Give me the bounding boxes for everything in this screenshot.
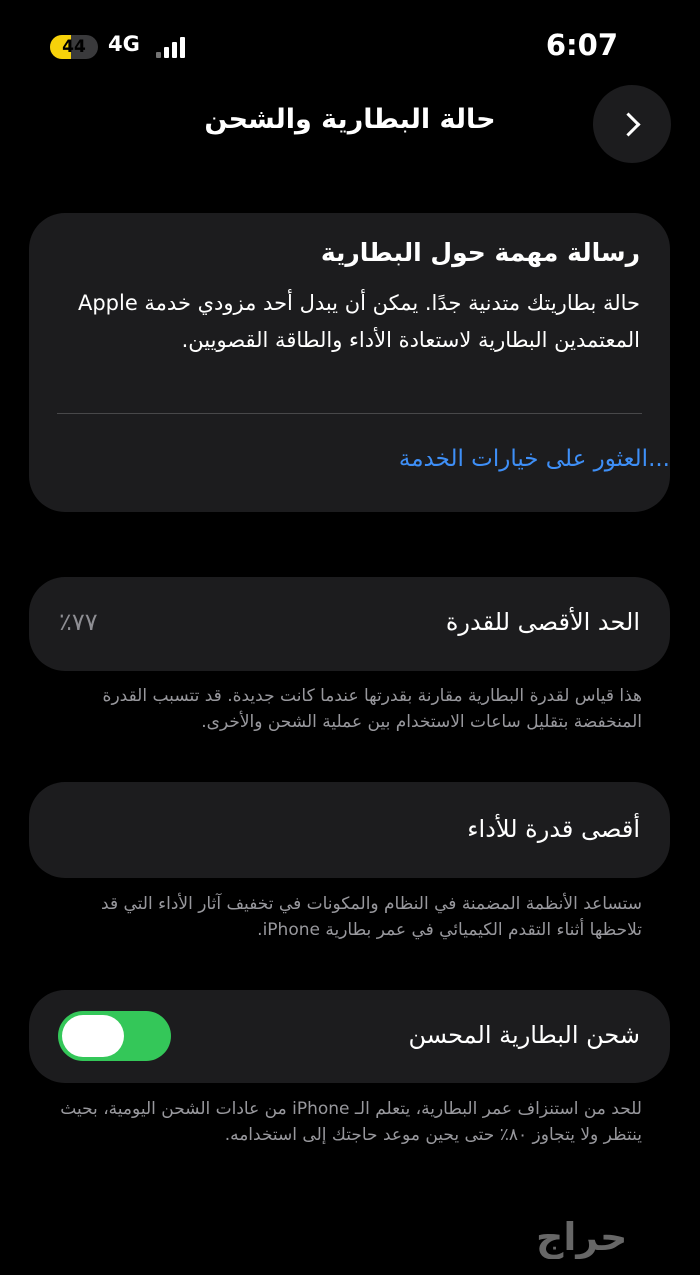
chevron-right-icon bbox=[616, 112, 640, 136]
peak-performance-footnote: ستساعد الأنظمة المضمنة في النظام والمكونات في تخفيف آثار الأداء التي قد تلاحظها أثناء التقدم الكيميائي في عمر بطارية iPhone. bbox=[101, 894, 642, 940]
alert-title: رسالة مهمة حول البطارية bbox=[320, 238, 640, 267]
battery-level: 44 bbox=[62, 37, 86, 57]
divider bbox=[57, 413, 642, 414]
page-title: حالة البطارية والشحن bbox=[204, 104, 496, 135]
maximum-capacity-footnote: هذا قياس لقدرة البطارية مقارنة بقدرتها عندما كانت جديدة. قد تتسبب القدرة المنخفضة بتقليل ساعات الاستخدام بين عملية الشحن والأخرى. bbox=[102, 686, 642, 732]
optimized-charging-row bbox=[29, 990, 670, 1083]
battery-icon bbox=[50, 35, 98, 59]
signal-strength-icon bbox=[156, 36, 192, 58]
peak-performance-label: أقصى قدرة للأداء bbox=[467, 815, 640, 843]
maximum-capacity-label: الحد الأقصى للقدرة bbox=[445, 608, 640, 636]
optimized-charging-footnote: للحد من استنزاف عمر البطارية، يتعلم الـ iPhone من عادات الشحن اليومية، بحيث ينتظر ولا يتجاوز ٨٠٪ حتى يحين موعد حاجتك إلى استخدامه. bbox=[60, 1099, 642, 1145]
alert-body: حالة بطاريتك متدنية جدًا. يمكن أن يبدل أحد مزودي خدمة Apple المعتمدين البطارية لاستعادة الأداء والطاقة القصويين. bbox=[77, 291, 640, 352]
optimized-charging-toggle[interactable] bbox=[58, 1011, 171, 1061]
maximum-capacity-row bbox=[29, 577, 670, 671]
clock: 6:07 bbox=[545, 28, 618, 62]
find-service-options-link[interactable]: العثور على خيارات الخدمة... bbox=[398, 446, 670, 472]
haraj-watermark: حراج bbox=[536, 1215, 628, 1259]
network-type: 4G bbox=[108, 32, 140, 56]
peak-performance-row bbox=[29, 782, 670, 878]
status-bar bbox=[0, 0, 700, 90]
optimized-charging-label: شحن البطارية المحسن bbox=[408, 1021, 640, 1049]
back-button[interactable] bbox=[593, 85, 671, 163]
maximum-capacity-value: ٧٧٪ bbox=[59, 608, 98, 636]
toggle-knob bbox=[62, 1015, 124, 1057]
